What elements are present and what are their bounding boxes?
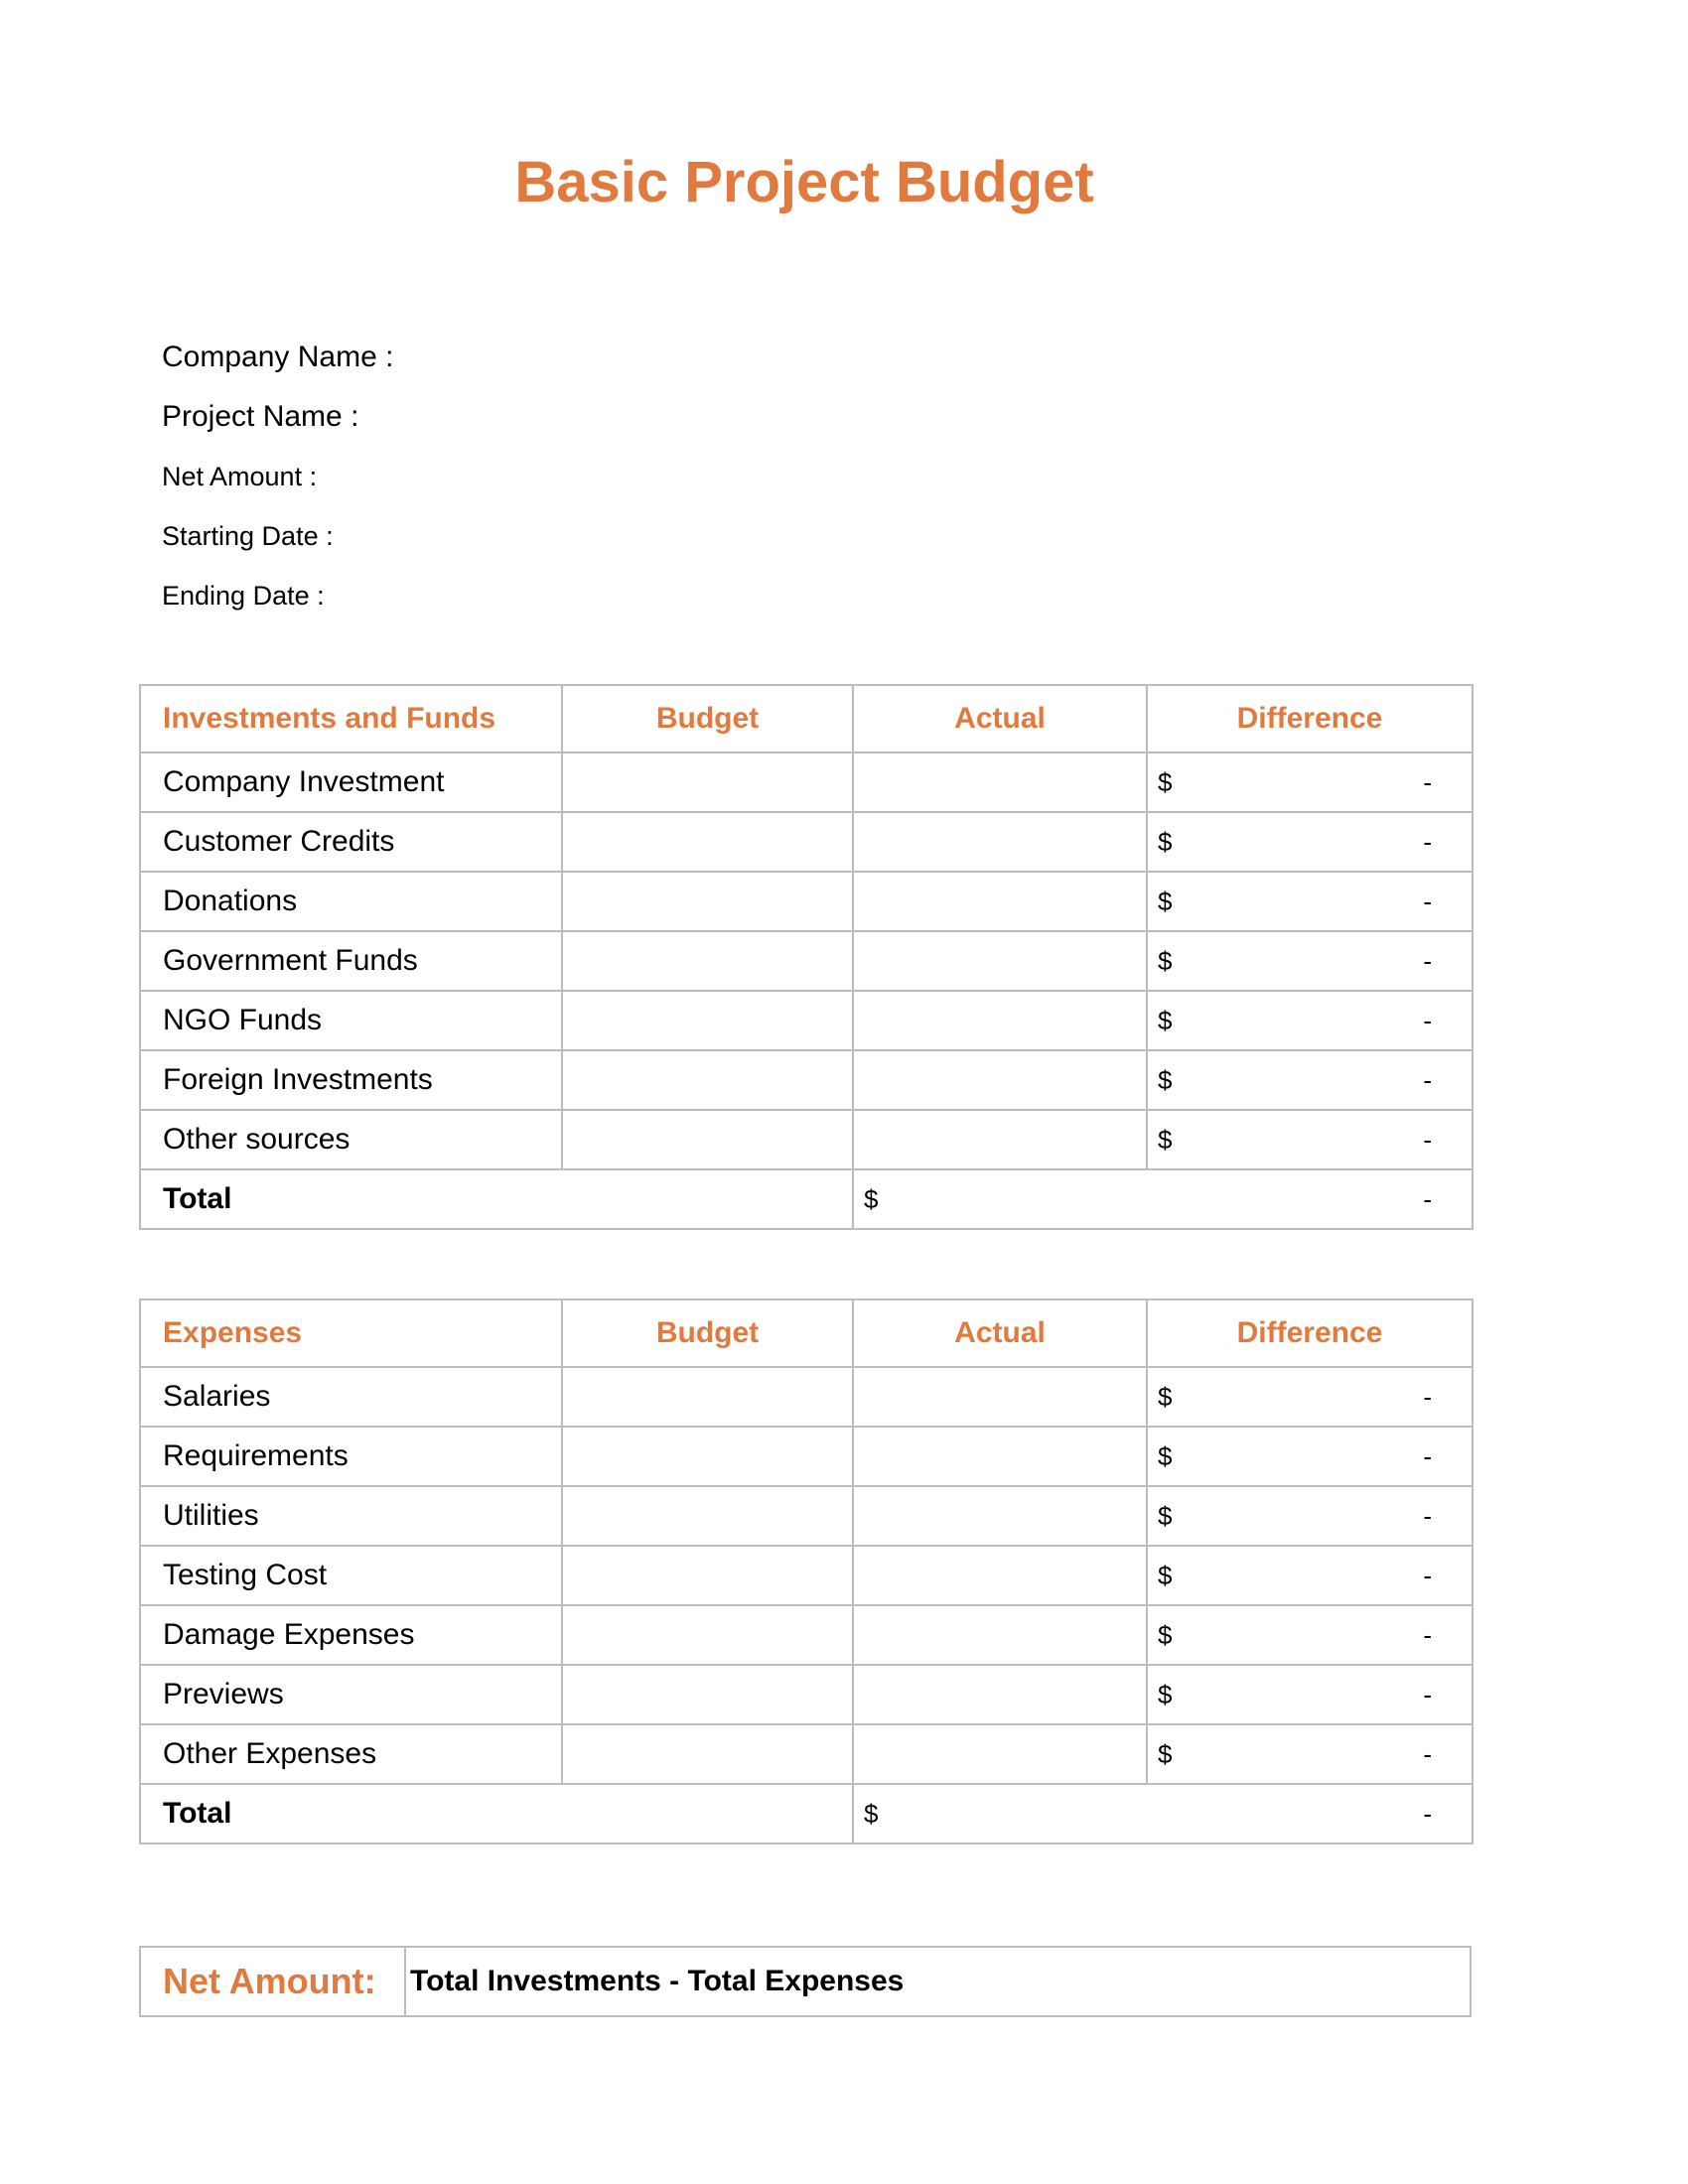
difference-cell xyxy=(1147,1367,1473,1427)
actual-cell[interactable] xyxy=(853,872,1147,931)
row-label: Damage Expenses xyxy=(140,1605,562,1665)
budget-cell[interactable] xyxy=(562,752,853,812)
actual-cell[interactable] xyxy=(853,1546,1147,1605)
total-row xyxy=(140,1169,1473,1229)
net-amount-table xyxy=(139,1946,1472,2017)
table-header-row xyxy=(140,685,1473,752)
difference-value: - xyxy=(1423,826,1432,857)
difference-cell xyxy=(1147,931,1473,991)
actual-cell[interactable] xyxy=(853,1605,1147,1665)
currency-symbol: $ xyxy=(1158,826,1173,857)
net-amount-heading: Net Amount: xyxy=(140,1947,405,2016)
actual-cell[interactable] xyxy=(853,752,1147,812)
currency-symbol: $ xyxy=(1158,1381,1173,1412)
difference-cell xyxy=(1147,1486,1473,1546)
budget-cell[interactable] xyxy=(562,1665,853,1724)
currency-symbol: $ xyxy=(1158,886,1173,916)
company-name-label: Company Name : xyxy=(162,341,394,373)
actual-cell[interactable] xyxy=(853,931,1147,991)
difference-value: - xyxy=(1423,1064,1432,1095)
table-row xyxy=(140,1724,1473,1784)
difference-value: - xyxy=(1423,1381,1432,1412)
expenses-table xyxy=(139,1298,1474,1844)
difference-value: - xyxy=(1423,886,1432,916)
budget-cell[interactable] xyxy=(562,1367,853,1427)
net-amount-formula: Total Investments - Total Expenses xyxy=(405,1947,1471,2016)
table-row xyxy=(140,931,1473,991)
difference-value: - xyxy=(1423,1560,1432,1590)
actual-cell[interactable] xyxy=(853,1427,1147,1486)
difference-cell xyxy=(1147,991,1473,1050)
difference-cell xyxy=(1147,1605,1473,1665)
budget-cell[interactable] xyxy=(562,1427,853,1486)
total-label: Total xyxy=(140,1169,853,1229)
ending-date-label: Ending Date : xyxy=(162,581,325,611)
budget-cell[interactable] xyxy=(562,1486,853,1546)
project-name-label: Project Name : xyxy=(162,400,359,433)
header-difference: Difference xyxy=(1147,685,1473,752)
budget-cell[interactable] xyxy=(562,1546,853,1605)
difference-value: - xyxy=(1423,1005,1432,1035)
row-label: Other Expenses xyxy=(140,1724,562,1784)
row-label: Other sources xyxy=(140,1110,562,1169)
difference-value: - xyxy=(1423,1679,1432,1709)
table-row xyxy=(140,1427,1473,1486)
row-label: Company Investment xyxy=(140,752,562,812)
table-row xyxy=(140,1050,1473,1110)
actual-cell[interactable] xyxy=(853,1724,1147,1784)
difference-value: - xyxy=(1423,766,1432,797)
budget-cell[interactable] xyxy=(562,1605,853,1665)
table-row xyxy=(140,1367,1473,1427)
header-actual: Actual xyxy=(853,685,1147,752)
table-row xyxy=(140,1110,1473,1169)
row-label: Salaries xyxy=(140,1367,562,1427)
starting-date-label: Starting Date : xyxy=(162,521,334,551)
currency-symbol: $ xyxy=(1158,1560,1173,1590)
budget-cell[interactable] xyxy=(562,1050,853,1110)
table-row xyxy=(140,1605,1473,1665)
row-label: Utilities xyxy=(140,1486,562,1546)
difference-value: - xyxy=(1423,1738,1432,1769)
table-row xyxy=(140,872,1473,931)
table-row xyxy=(140,752,1473,812)
difference-cell xyxy=(1147,1110,1473,1169)
row-label: NGO Funds xyxy=(140,991,562,1050)
difference-value: - xyxy=(1423,1124,1432,1155)
actual-cell[interactable] xyxy=(853,991,1147,1050)
currency-symbol: $ xyxy=(1158,1679,1173,1709)
currency-symbol: $ xyxy=(1158,1619,1173,1650)
actual-cell[interactable] xyxy=(853,1665,1147,1724)
currency-symbol: $ xyxy=(1158,1738,1173,1769)
currency-symbol: $ xyxy=(1158,945,1173,976)
currency-symbol: $ xyxy=(864,1183,879,1214)
budget-cell[interactable] xyxy=(562,872,853,931)
difference-cell xyxy=(1147,1427,1473,1486)
actual-cell[interactable] xyxy=(853,1486,1147,1546)
actual-cell[interactable] xyxy=(853,1050,1147,1110)
header-investments: Investments and Funds xyxy=(140,685,562,752)
row-label: Government Funds xyxy=(140,931,562,991)
project-info xyxy=(162,328,393,625)
table-header-row xyxy=(140,1299,1473,1367)
currency-symbol: $ xyxy=(864,1798,879,1829)
budget-cell[interactable] xyxy=(562,931,853,991)
header-difference: Difference xyxy=(1147,1299,1473,1367)
table-row xyxy=(140,1546,1473,1605)
difference-value: - xyxy=(1423,1500,1432,1531)
currency-symbol: $ xyxy=(1158,1064,1173,1095)
row-label: Previews xyxy=(140,1665,562,1724)
currency-symbol: $ xyxy=(1158,1005,1173,1035)
currency-symbol: $ xyxy=(1158,766,1173,797)
budget-cell[interactable] xyxy=(562,812,853,872)
difference-cell xyxy=(1147,1050,1473,1110)
difference-cell xyxy=(1147,812,1473,872)
actual-cell[interactable] xyxy=(853,812,1147,872)
total-value-cell xyxy=(853,1784,1473,1843)
header-expenses: Expenses xyxy=(140,1299,562,1367)
total-value: - xyxy=(1423,1798,1432,1829)
total-value-cell xyxy=(853,1169,1473,1229)
net-amount-label: Net Amount : xyxy=(162,462,318,491)
header-actual: Actual xyxy=(853,1299,1147,1367)
page-title: Basic Project Budget xyxy=(514,150,1094,214)
actual-cell[interactable] xyxy=(853,1367,1147,1427)
currency-symbol: $ xyxy=(1158,1500,1173,1531)
budget-cell[interactable] xyxy=(562,1724,853,1784)
header-budget: Budget xyxy=(562,1299,853,1367)
actual-cell[interactable] xyxy=(853,1110,1147,1169)
budget-cell[interactable] xyxy=(562,1110,853,1169)
net-amount-row xyxy=(140,1947,1471,2016)
currency-symbol: $ xyxy=(1158,1440,1173,1471)
total-row xyxy=(140,1784,1473,1843)
difference-cell xyxy=(1147,1665,1473,1724)
table-row xyxy=(140,1486,1473,1546)
difference-value: - xyxy=(1423,1440,1432,1471)
difference-cell xyxy=(1147,872,1473,931)
difference-value: - xyxy=(1423,945,1432,976)
investments-table xyxy=(139,684,1474,1230)
total-value: - xyxy=(1423,1183,1432,1214)
row-label: Customer Credits xyxy=(140,812,562,872)
table-row xyxy=(140,812,1473,872)
row-label: Foreign Investments xyxy=(140,1050,562,1110)
row-label: Donations xyxy=(140,872,562,931)
total-label: Total xyxy=(140,1784,853,1843)
difference-cell xyxy=(1147,1724,1473,1784)
difference-cell xyxy=(1147,752,1473,812)
currency-symbol: $ xyxy=(1158,1124,1173,1155)
table-row xyxy=(140,991,1473,1050)
budget-cell[interactable] xyxy=(562,991,853,1050)
row-label: Testing Cost xyxy=(140,1546,562,1605)
difference-cell xyxy=(1147,1546,1473,1605)
row-label: Requirements xyxy=(140,1427,562,1486)
difference-value: - xyxy=(1423,1619,1432,1650)
table-row xyxy=(140,1665,1473,1724)
header-budget: Budget xyxy=(562,685,853,752)
